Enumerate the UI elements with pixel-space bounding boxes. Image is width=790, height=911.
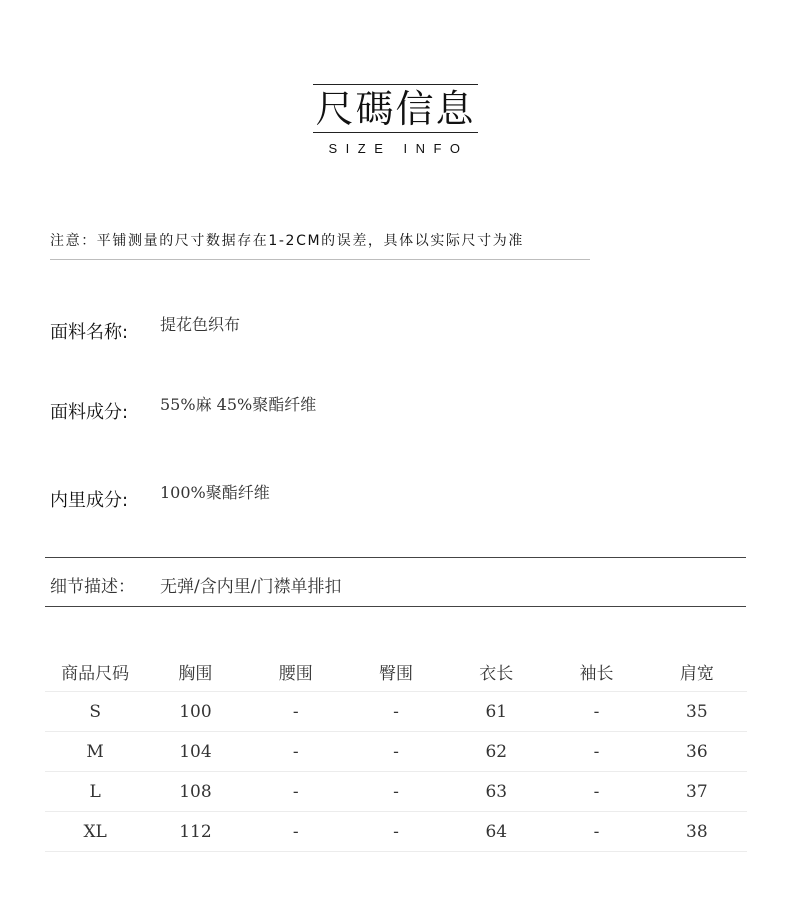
detail-top-rule bbox=[45, 557, 746, 558]
header-hip: 臀围 bbox=[346, 652, 446, 692]
fabric-name-row bbox=[50, 315, 241, 344]
detail-row bbox=[50, 572, 341, 597]
cell-size: XL bbox=[45, 812, 145, 852]
cell-length: 61 bbox=[446, 692, 546, 732]
cell-shoulder: 36 bbox=[647, 732, 747, 772]
page-title: 尺碼信息 bbox=[315, 87, 476, 131]
header-length: 衣长 bbox=[446, 652, 546, 692]
header-shoulder: 肩宽 bbox=[647, 652, 747, 692]
table-row bbox=[45, 772, 747, 812]
fabric-composition-row bbox=[50, 395, 317, 424]
lining-composition-label: 内里成分: bbox=[50, 490, 129, 511]
table-row bbox=[45, 692, 747, 732]
detail-bottom-rule bbox=[45, 606, 746, 607]
cell-sleeve: - bbox=[546, 812, 646, 852]
cell-waist: - bbox=[246, 732, 346, 772]
cell-sleeve: - bbox=[546, 692, 646, 732]
cell-chest: 112 bbox=[145, 812, 245, 852]
note-divider bbox=[50, 259, 590, 260]
cell-sleeve: - bbox=[546, 772, 646, 812]
header-size: 商品尺码 bbox=[45, 652, 145, 692]
cell-size: M bbox=[45, 732, 145, 772]
detail-label: 细节描述： bbox=[50, 577, 135, 597]
page-header bbox=[313, 84, 478, 156]
header-sleeve: 袖长 bbox=[546, 652, 646, 692]
cell-shoulder: 38 bbox=[647, 812, 747, 852]
cell-chest: 100 bbox=[145, 692, 245, 732]
table-row bbox=[45, 812, 747, 852]
size-table-header-row bbox=[45, 652, 747, 692]
lining-composition-value: 100%聚酯纤维 bbox=[160, 483, 270, 502]
header-waist: 腰围 bbox=[246, 652, 346, 692]
cell-length: 62 bbox=[446, 732, 546, 772]
cell-hip: - bbox=[346, 812, 446, 852]
measurement-note: 注意：平铺测量的尺寸数据存在1-2CM的误差，具体以实际尺寸为准 bbox=[50, 233, 524, 249]
cell-hip: - bbox=[346, 692, 446, 732]
cell-size: S bbox=[45, 692, 145, 732]
cell-size: L bbox=[45, 772, 145, 812]
detail-value: 无弹/含内里/门襟单排扣 bbox=[160, 577, 342, 597]
cell-hip: - bbox=[346, 732, 446, 772]
cell-waist: - bbox=[246, 812, 346, 852]
cell-sleeve: - bbox=[546, 732, 646, 772]
table-row bbox=[45, 732, 747, 772]
fabric-name-value: 提花色织布 bbox=[160, 315, 241, 334]
cell-hip: - bbox=[346, 772, 446, 812]
cell-length: 63 bbox=[446, 772, 546, 812]
cell-length: 64 bbox=[446, 812, 546, 852]
fabric-composition-label: 面料成分: bbox=[50, 402, 129, 423]
cell-waist: - bbox=[246, 692, 346, 732]
size-table bbox=[45, 652, 747, 852]
cell-shoulder: 35 bbox=[647, 692, 747, 732]
fabric-name-label: 面料名称: bbox=[50, 322, 129, 343]
page-subtitle: SIZE INFO bbox=[328, 141, 469, 156]
cell-chest: 104 bbox=[145, 732, 245, 772]
fabric-composition-value: 55%麻 45%聚酯纤维 bbox=[160, 395, 317, 414]
lining-composition-row bbox=[50, 483, 270, 512]
header-bottom-rule bbox=[313, 132, 478, 133]
cell-waist: - bbox=[246, 772, 346, 812]
cell-shoulder: 37 bbox=[647, 772, 747, 812]
cell-chest: 108 bbox=[145, 772, 245, 812]
header-chest: 胸围 bbox=[145, 652, 245, 692]
